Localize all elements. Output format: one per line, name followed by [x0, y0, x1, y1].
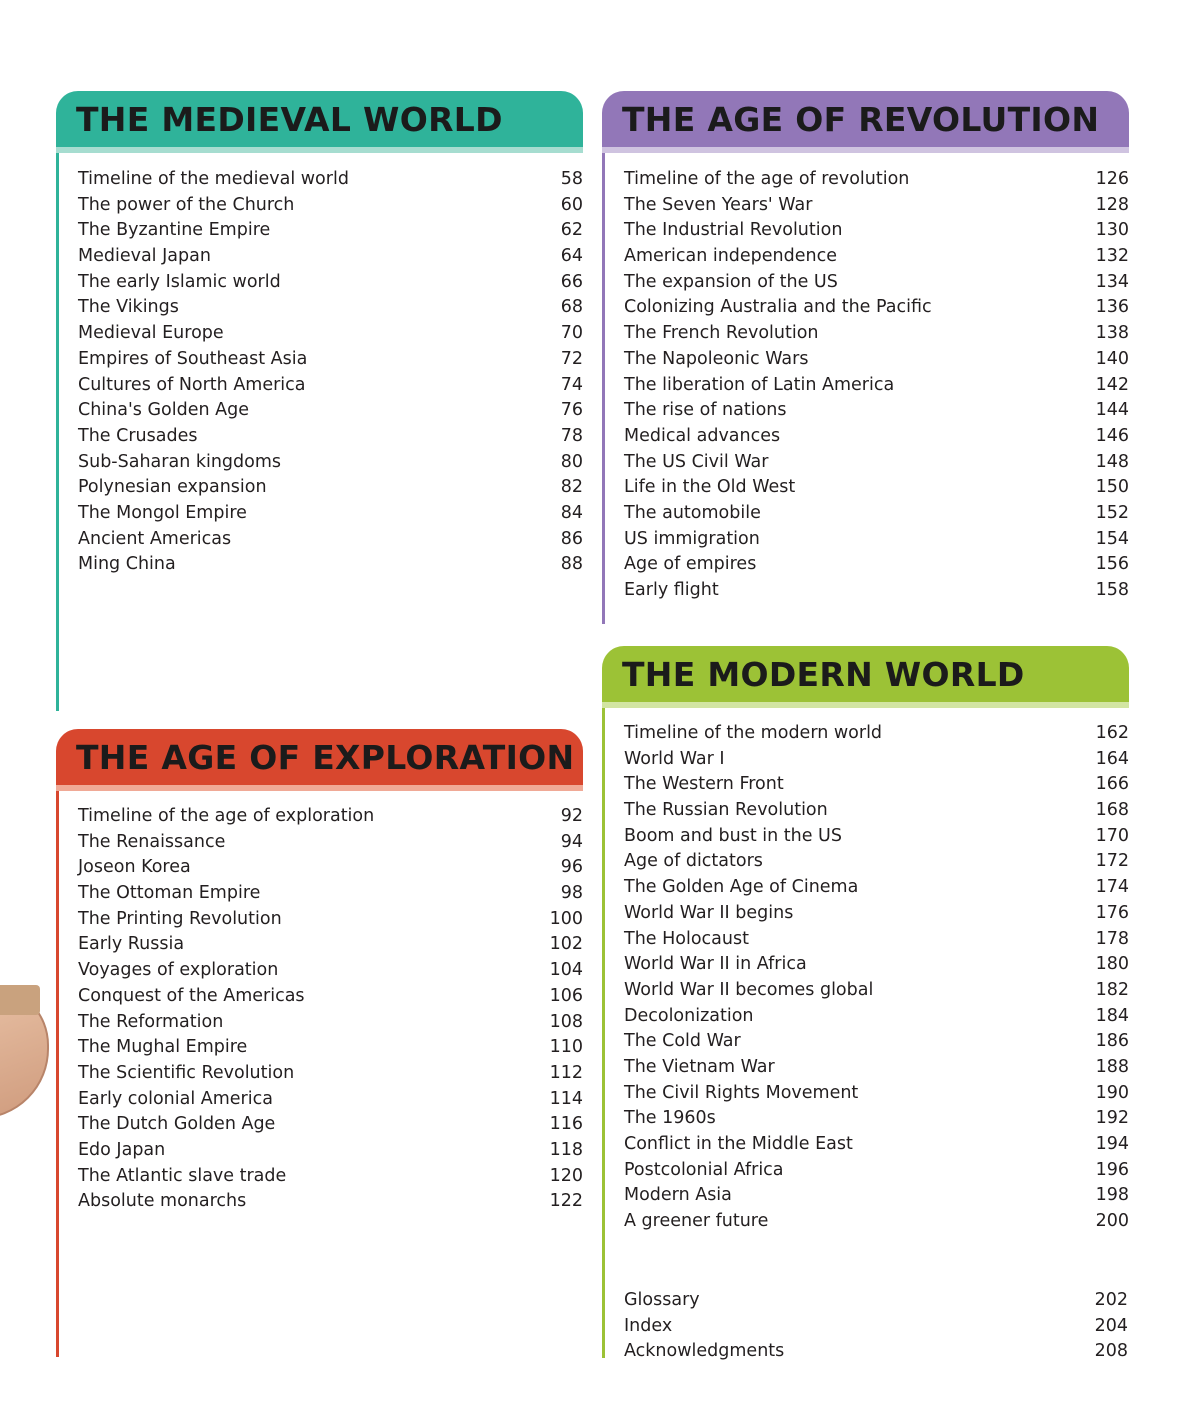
entry-page-number: 64	[560, 246, 583, 267]
entry-page-number: 58	[560, 169, 583, 189]
entry-page-number: 120	[549, 1165, 583, 1186]
entry-page-number: 146	[1095, 425, 1129, 446]
entry-title: The Mongol Empire	[78, 502, 247, 523]
contents-entry	[78, 373, 583, 399]
entry-page-number: 140	[1095, 348, 1129, 369]
section-header	[56, 91, 583, 147]
entry-page-number: 158	[1095, 580, 1129, 600]
contents-entry	[624, 1339, 1128, 1365]
section-rule	[602, 708, 605, 1358]
contents-entry	[624, 927, 1129, 953]
entry-page-number: 76	[560, 400, 583, 421]
entry-page-number: 148	[1095, 451, 1129, 472]
entry-title: Age of dictators	[624, 851, 763, 872]
entry-page-number: 202	[1094, 1290, 1128, 1310]
entry-title: Early colonial America	[78, 1088, 273, 1109]
entry-title: The Cold War	[624, 1031, 741, 1052]
entry-title: The Atlantic slave trade	[78, 1165, 287, 1186]
section-modern-world	[602, 646, 1129, 1232]
entry-title: Medieval Europe	[78, 323, 224, 344]
entry-page-number: 80	[560, 451, 583, 472]
entry-title: Acknowledgments	[624, 1341, 785, 1362]
entry-page-number: 178	[1095, 928, 1129, 949]
contents-entry	[624, 798, 1129, 824]
entry-page-number: 184	[1095, 1005, 1129, 1026]
entry-page-number: 102	[549, 934, 583, 955]
entry-page-number: 182	[1095, 979, 1129, 1000]
entry-page-number: 186	[1095, 1031, 1129, 1052]
contents-entry	[624, 450, 1129, 476]
contents-entry	[624, 527, 1129, 553]
contents-entry	[624, 1158, 1129, 1184]
entry-title: Ming China	[78, 554, 176, 575]
contents-entry	[624, 552, 1129, 578]
entry-page-number: 88	[560, 554, 583, 575]
contents-entry	[78, 958, 583, 984]
entry-title: World War I	[624, 748, 725, 769]
entry-title: Timeline of the age of revolution	[624, 169, 910, 189]
contents-entry	[624, 1288, 1128, 1314]
entry-page-number: 116	[549, 1114, 583, 1135]
entry-page-number: 138	[1095, 323, 1129, 344]
entry-title: Index	[624, 1315, 673, 1336]
entry-page-number: 156	[1095, 554, 1129, 575]
entry-title: World War II in Africa	[624, 954, 807, 975]
contents-entry	[624, 875, 1129, 901]
section-age-of-revolution	[602, 91, 1129, 600]
contents-entry	[78, 881, 583, 907]
entry-page-number: 100	[549, 908, 583, 929]
entry-title: Joseon Korea	[78, 857, 191, 878]
contents-list	[78, 167, 583, 578]
entry-page-number: 132	[1095, 246, 1129, 267]
contents-entry	[624, 475, 1129, 501]
contents-entry	[78, 1189, 583, 1215]
entry-title: China's Golden Age	[78, 400, 249, 421]
entry-title: Timeline of the age of exploration	[78, 806, 375, 826]
entry-page-number: 176	[1095, 902, 1129, 923]
contents-entry	[624, 270, 1129, 296]
contents-entry	[78, 984, 583, 1010]
entry-page-number: 104	[549, 960, 583, 981]
entry-title: The Crusades	[78, 425, 198, 446]
entry-title: The Renaissance	[78, 831, 226, 852]
contents-entry	[624, 1081, 1129, 1107]
entry-title: The Dutch Golden Age	[78, 1114, 276, 1135]
section-title: THE MODERN WORLD	[622, 655, 1025, 694]
entry-page-number: 126	[1095, 169, 1129, 189]
entry-title: American independence	[624, 246, 837, 267]
contents-entry	[78, 855, 583, 881]
entry-page-number: 192	[1095, 1108, 1129, 1129]
contents-entry	[624, 295, 1129, 321]
entry-page-number: 150	[1095, 477, 1129, 498]
contents-entry	[624, 824, 1129, 850]
entry-page-number: 128	[1095, 194, 1129, 215]
contents-entry	[624, 1209, 1129, 1235]
contents-entry	[624, 244, 1129, 270]
entry-page-number: 208	[1094, 1341, 1128, 1362]
contents-entry	[78, 501, 583, 527]
entry-page-number: 62	[560, 220, 583, 241]
contents-entry	[78, 1010, 583, 1036]
entry-title: Early Russia	[78, 934, 185, 955]
contents-list	[78, 804, 583, 1215]
entry-title: Life in the Old West	[624, 477, 796, 498]
entry-page-number: 162	[1095, 723, 1129, 743]
entry-title: Modern Asia	[624, 1185, 732, 1206]
entry-title: The Vietnam War	[624, 1056, 775, 1077]
entry-title: World War II begins	[624, 902, 794, 923]
entry-title: The Industrial Revolution	[624, 220, 843, 241]
entry-title: The Civil Rights Movement	[624, 1082, 859, 1103]
entry-title: Sub-Saharan kingdoms	[78, 451, 282, 472]
contents-entry	[78, 321, 583, 347]
entry-title: The liberation of Latin America	[624, 374, 895, 395]
contents-entry	[78, 475, 583, 501]
entry-title: The French Revolution	[624, 323, 819, 344]
section-header	[602, 646, 1129, 702]
entry-title: The Reformation	[78, 1011, 224, 1032]
entry-title: Age of empires	[624, 554, 757, 575]
entry-title: The Golden Age of Cinema	[624, 877, 859, 898]
section-title: THE MEDIEVAL WORLD	[76, 100, 503, 139]
entry-title: A greener future	[624, 1211, 769, 1232]
contents-entry	[624, 1106, 1129, 1132]
contents-entry	[624, 347, 1129, 373]
entry-title: Ancient Americas	[78, 528, 232, 549]
section-header	[56, 729, 583, 785]
entry-title: Decolonization	[624, 1005, 754, 1026]
entry-title: Polynesian expansion	[78, 477, 267, 498]
contents-entry	[78, 1164, 583, 1190]
entry-title: The Holocaust	[624, 928, 749, 949]
entry-page-number: 66	[560, 271, 583, 292]
entry-page-number: 118	[549, 1139, 583, 1160]
entry-page-number: 106	[549, 985, 583, 1006]
entry-page-number: 190	[1095, 1082, 1129, 1103]
entry-page-number: 200	[1095, 1211, 1129, 1232]
entry-page-number: 78	[560, 425, 583, 446]
entry-page-number: 110	[549, 1037, 583, 1058]
entry-page-number: 60	[560, 194, 583, 215]
contents-entry	[624, 1132, 1129, 1158]
contents-list	[624, 167, 1129, 604]
section-title: THE AGE OF REVOLUTION	[622, 100, 1100, 139]
entry-page-number: 108	[549, 1011, 583, 1032]
contents-entry	[624, 373, 1129, 399]
contents-entry	[624, 321, 1129, 347]
entry-title: Postcolonial Africa	[624, 1159, 784, 1180]
entry-page-number: 188	[1095, 1056, 1129, 1077]
entry-title: Timeline of the modern world	[624, 723, 883, 743]
entry-title: Colonizing Australia and the Pacific	[624, 297, 932, 318]
section-title: THE AGE OF EXPLORATION	[76, 738, 575, 777]
decorative-artifact-top	[0, 985, 40, 1015]
entry-title: Absolute monarchs	[78, 1191, 247, 1212]
entry-page-number: 172	[1095, 851, 1129, 872]
contents-entry	[624, 952, 1129, 978]
entry-page-number: 180	[1095, 954, 1129, 975]
entry-title: The Ottoman Empire	[78, 883, 261, 904]
contents-entry	[624, 747, 1129, 773]
back-matter-list	[624, 1288, 1128, 1365]
contents-entry	[624, 721, 1129, 747]
entry-page-number: 198	[1095, 1185, 1129, 1206]
entry-page-number: 154	[1095, 528, 1129, 549]
contents-entry	[78, 244, 583, 270]
entry-page-number: 114	[549, 1088, 583, 1109]
entry-page-number: 170	[1095, 825, 1129, 846]
entry-page-number: 204	[1094, 1315, 1128, 1336]
contents-entry	[78, 527, 583, 553]
entry-page-number: 98	[560, 883, 583, 904]
entry-title: Glossary	[624, 1290, 700, 1310]
contents-entry	[78, 270, 583, 296]
contents-entry	[78, 552, 583, 578]
contents-entry	[624, 193, 1129, 219]
entry-title: The expansion of the US	[624, 271, 838, 292]
entry-title: Empires of Southeast Asia	[78, 348, 308, 369]
entry-page-number: 96	[560, 857, 583, 878]
entry-title: Voyages of exploration	[78, 960, 279, 981]
contents-entry	[78, 193, 583, 219]
entry-title: The Mughal Empire	[78, 1037, 248, 1058]
contents-list	[624, 721, 1129, 1235]
entry-title: The early Islamic world	[78, 271, 281, 292]
contents-entry	[78, 932, 583, 958]
entry-title: The Byzantine Empire	[78, 220, 271, 241]
contents-entry	[78, 830, 583, 856]
header-underline	[602, 702, 1129, 708]
contents-entry	[78, 1138, 583, 1164]
entry-page-number: 136	[1095, 297, 1129, 318]
entry-title: Edo Japan	[78, 1139, 166, 1160]
entry-page-number: 152	[1095, 502, 1129, 523]
entry-page-number: 174	[1095, 877, 1129, 898]
contents-entry	[78, 218, 583, 244]
contents-entry	[78, 907, 583, 933]
entry-page-number: 144	[1095, 400, 1129, 421]
contents-entry	[78, 450, 583, 476]
entry-title: The power of the Church	[78, 194, 295, 215]
contents-entry	[78, 1087, 583, 1113]
contents-entry	[624, 424, 1129, 450]
section-rule	[602, 153, 605, 624]
entry-title: The Russian Revolution	[624, 800, 828, 821]
entry-page-number: 68	[560, 297, 583, 318]
entry-page-number: 92	[560, 806, 583, 826]
contents-entry	[624, 167, 1129, 193]
section-header	[602, 91, 1129, 147]
entry-page-number: 194	[1095, 1134, 1129, 1154]
contents-entry	[78, 347, 583, 373]
contents-entry	[624, 978, 1129, 1004]
header-underline	[56, 785, 583, 791]
entry-title: Conquest of the Americas	[78, 985, 305, 1006]
contents-entry	[624, 1314, 1128, 1340]
entry-page-number: 82	[560, 477, 583, 498]
contents-entry	[624, 1183, 1129, 1209]
contents-entry	[78, 1061, 583, 1087]
entry-title: The Printing Revolution	[78, 908, 282, 929]
entry-title: Early flight	[624, 580, 719, 600]
entry-page-number: 94	[560, 831, 583, 852]
entry-page-number: 70	[560, 323, 583, 344]
entry-page-number: 164	[1095, 748, 1129, 769]
entry-title: The Napoleonic Wars	[624, 348, 809, 369]
entry-title: The Vikings	[78, 297, 179, 318]
contents-entry	[624, 1029, 1129, 1055]
contents-entry	[624, 578, 1129, 604]
entry-title: The Seven Years' War	[624, 194, 813, 215]
contents-entry	[624, 398, 1129, 424]
entry-page-number: 134	[1095, 271, 1129, 292]
entry-title: World War II becomes global	[624, 979, 874, 1000]
header-underline	[602, 147, 1129, 153]
entry-title: The 1960s	[624, 1108, 716, 1129]
contents-entry	[624, 849, 1129, 875]
entry-title: The US Civil War	[624, 451, 769, 472]
section-medieval-world	[56, 91, 583, 575]
section-rule	[56, 153, 59, 711]
contents-entry	[624, 218, 1129, 244]
entry-page-number: 168	[1095, 800, 1129, 821]
contents-entry	[624, 501, 1129, 527]
header-underline	[56, 147, 583, 153]
entry-page-number: 166	[1095, 774, 1129, 795]
contents-entry	[78, 398, 583, 424]
entry-page-number: 122	[549, 1191, 583, 1212]
entry-page-number: 130	[1095, 220, 1129, 241]
entry-title: Timeline of the medieval world	[78, 169, 349, 189]
contents-entry	[624, 1055, 1129, 1081]
contents-entry	[624, 1004, 1129, 1030]
entry-page-number: 84	[560, 502, 583, 523]
entry-title: The automobile	[624, 502, 761, 523]
entry-title: Cultures of North America	[78, 374, 306, 395]
entry-page-number: 112	[549, 1062, 583, 1083]
contents-entry	[78, 1112, 583, 1138]
entry-title: The Scientific Revolution	[78, 1062, 295, 1083]
entry-page-number: 86	[560, 528, 583, 549]
entry-title: The rise of nations	[624, 400, 787, 421]
section-rule	[56, 791, 59, 1357]
entry-title: Medical advances	[624, 425, 781, 446]
contents-entry	[624, 901, 1129, 927]
entry-page-number: 74	[560, 374, 583, 395]
contents-entry	[78, 295, 583, 321]
contents-entry	[624, 772, 1129, 798]
entry-page-number: 72	[560, 348, 583, 369]
contents-entry	[78, 424, 583, 450]
entry-title: Medieval Japan	[78, 246, 211, 267]
entry-title: US immigration	[624, 528, 760, 549]
section-age-of-exploration	[56, 729, 583, 1212]
entry-page-number: 196	[1095, 1159, 1129, 1180]
entry-page-number: 142	[1095, 374, 1129, 395]
contents-entry	[78, 167, 583, 193]
entry-title: Conflict in the Middle East	[624, 1134, 853, 1154]
contents-entry	[78, 1035, 583, 1061]
entry-title: Boom and bust in the US	[624, 825, 842, 846]
contents-entry	[78, 804, 583, 830]
entry-title: The Western Front	[624, 774, 784, 795]
